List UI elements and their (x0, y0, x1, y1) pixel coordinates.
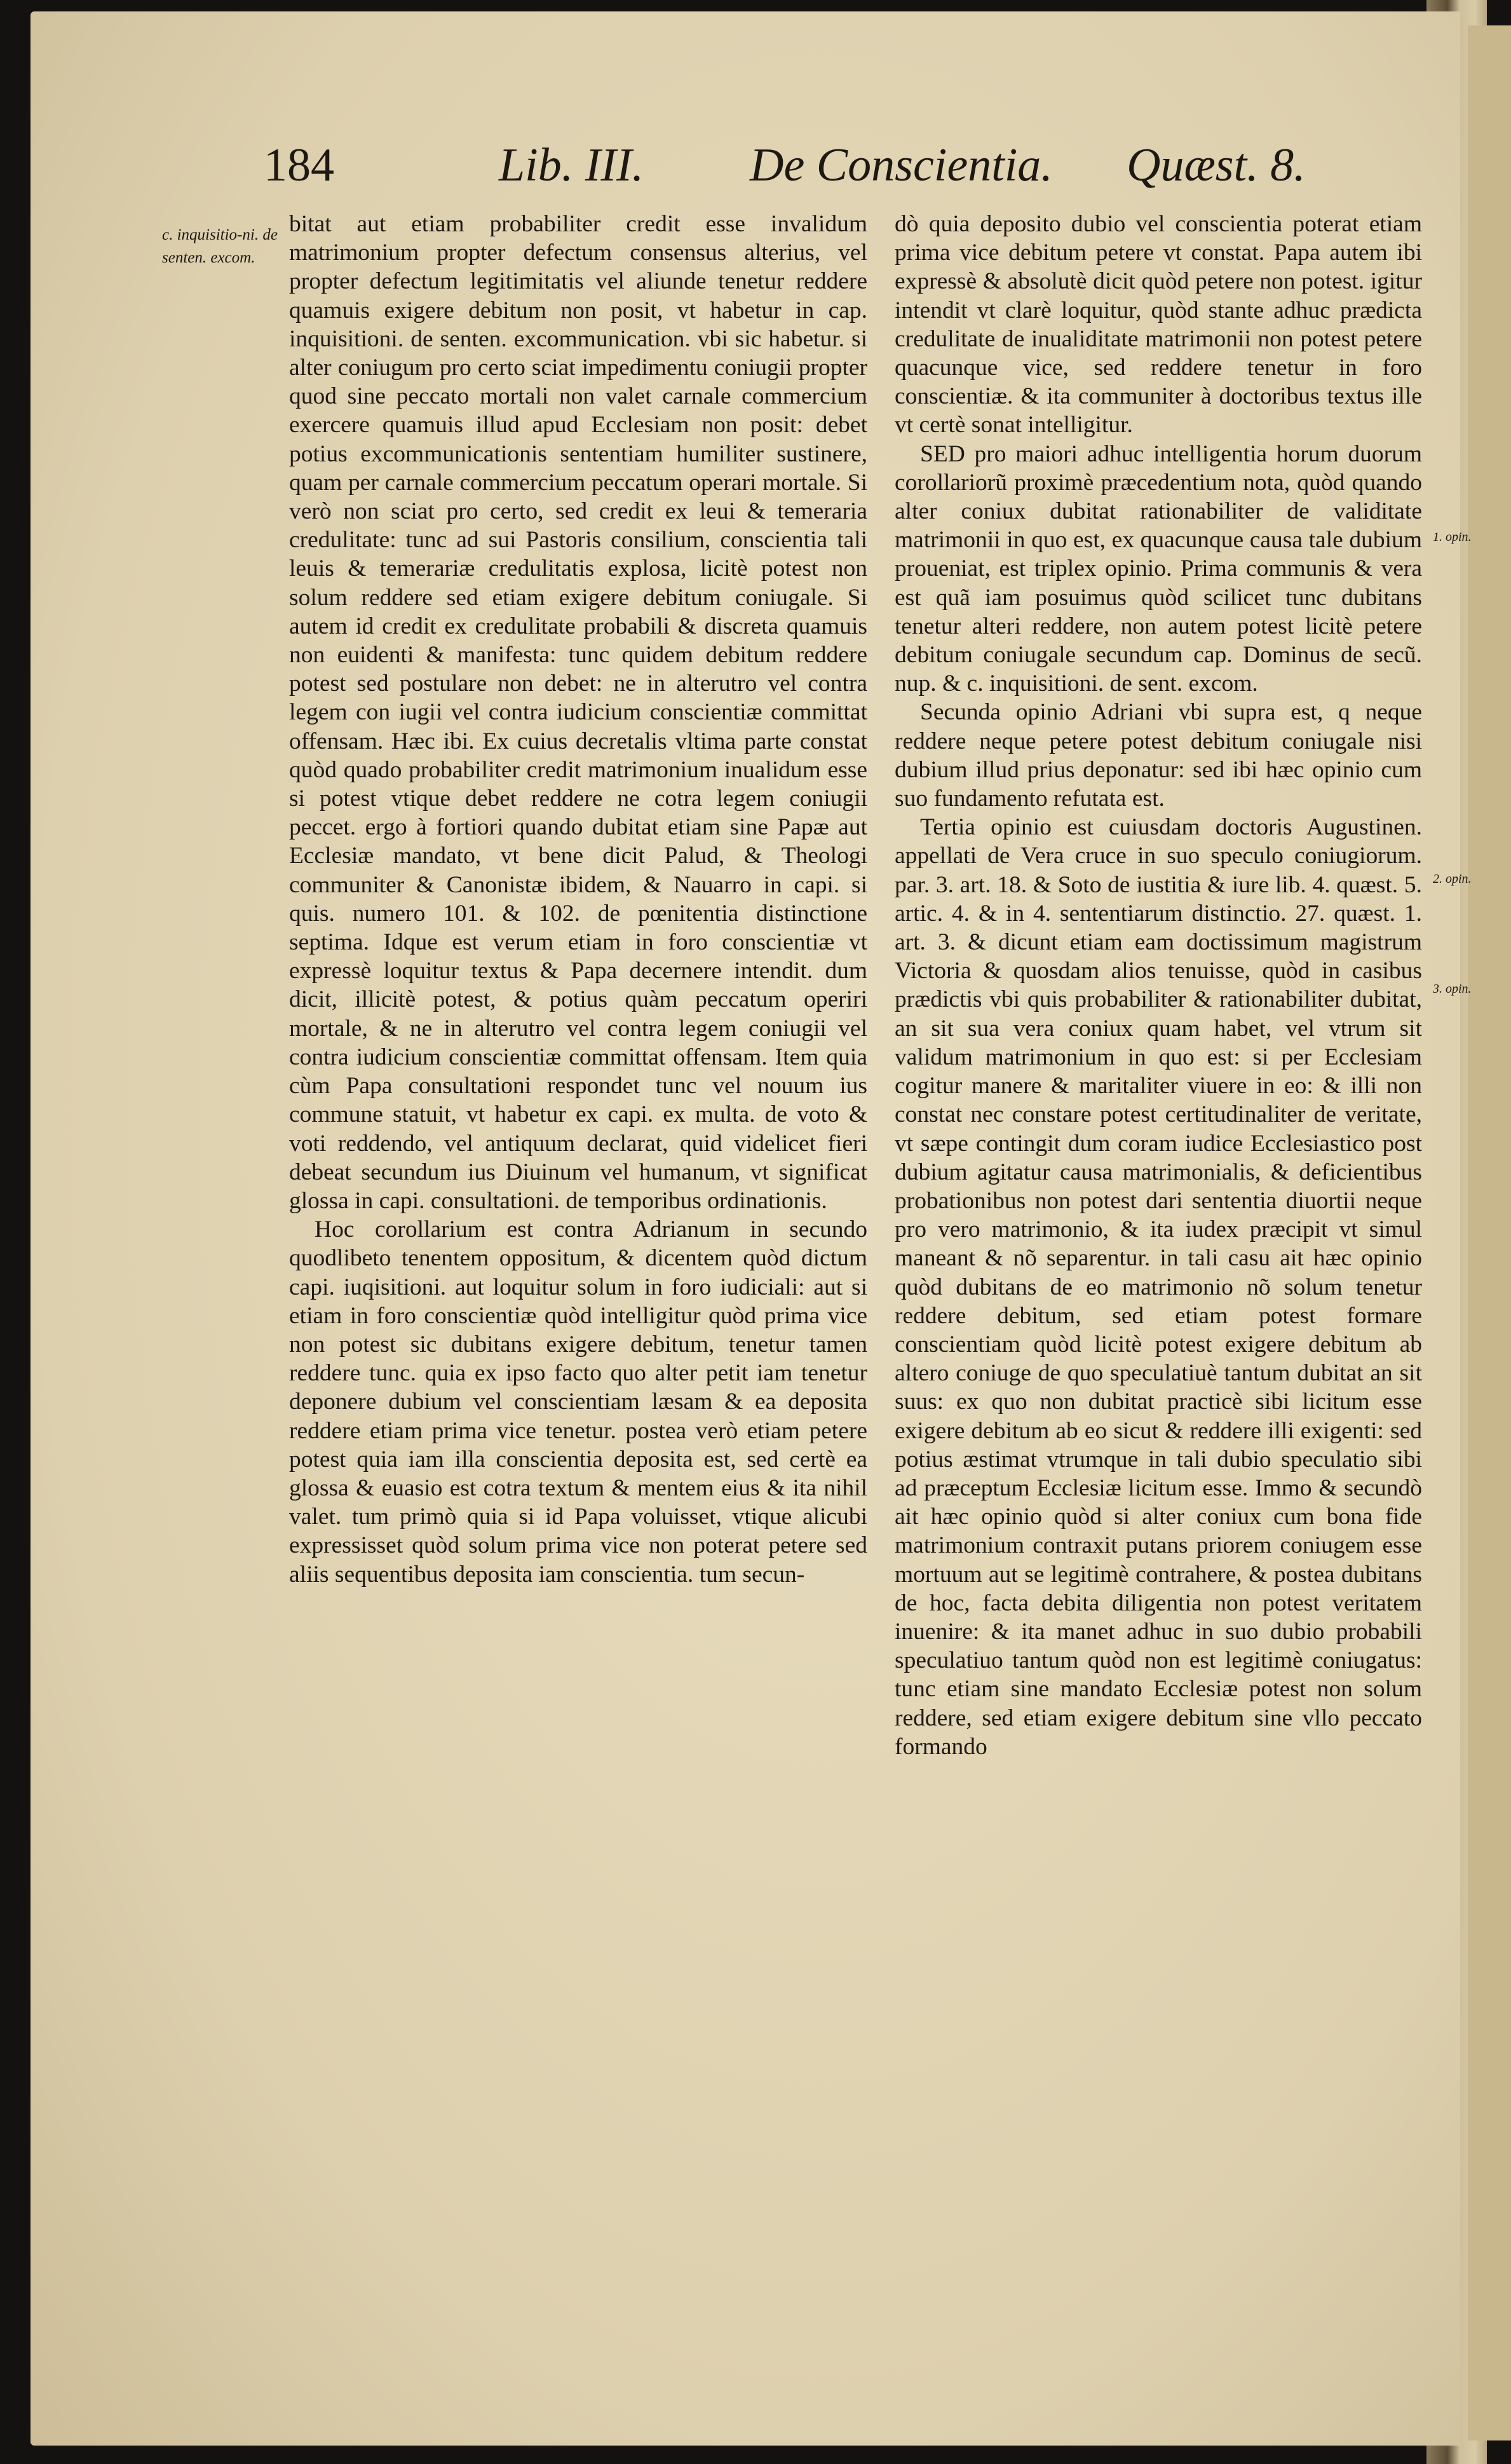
margin-note-opinion-3: 3. opin. (1433, 982, 1472, 996)
paragraph: SED pro maiori adhuc intelligentia horum duorum corollariorũ proximè præcedentium nota, quòd quando alter coniux dubitat rationabiliter de validitate matrimonii in quo est, ex quacunque causa tale dubium proueniat, est triplex opinio. Prima communis & vera est quã iam posuimus quòd scilicet tunc dubitans tenetur alteri reddere, non autem potest licitè petere debitum coniugale secundum cap. Dominus de secũ. nup. & c. inquisitioni. de sent. excom. (895, 440, 1422, 697)
question-label: Quæst. 8. (1127, 139, 1306, 191)
margin-note-opinion-1: 1. opin. (1433, 530, 1472, 544)
book-label: Lib. III. (499, 139, 644, 191)
left-text-column (289, 210, 867, 1589)
paragraph: Hoc corollarium est contra Adrianum in secundo quodlibeto tenentem oppositum, & dicentem quòd dictum capi. iuqisitioni. aut loquitur solum in foro iudiciali: aut si etiam in foro conscientiæ quòd intelligitur quòd prima vice non potest sic dubitans exigere debitum, tenetur tamen reddere tunc. quia ex ipso facto quo alter petit iam tenetur deponere dubium vel conscientiam læsam & ea deposita reddere etiam prima vice tenetur. postea verò etiam petere potest quia iam illa conscientia deposita est, sed certè ea glossa & euasio est cotra textum & mentem eius & ita nihil valet. tum primò quia si id Papa voluisset, vtique alicubi expressisset quòd solum prima vice non poterat petere sed aliis sequentibus deposita iam conscientia. tum secun- (289, 1216, 867, 1588)
margin-note-opinion-2: 2. opin. (1433, 872, 1472, 886)
paragraph: dò quia deposito dubio vel conscientia poterat etiam prima vice debitum petere vt constat. Papa autem ibi expressè & absolutè dicit quòd petere non potest. igitur intendit vt clarè loquitur, quòd stante adhuc prædicta credulitate de inualiditate matrimonii non potest petere quacunque vice, sed reddere tenetur in foro conscientiæ. & ita communiter à doctoribus textus ille vt certè sonat intelligitur. (895, 211, 1422, 439)
paragraph: Secunda opinio Adriani vbi supra est, q neque reddere neque petere potest debitum coniugale nisi dubium illud prius deponatur: sed ibi hæc opinio cum suo fundamento refutata est. (895, 699, 1422, 812)
paragraph: Tertia opinio est cuiusdam doctoris Augustinen. appellati de Vera cruce in suo speculo coniugiorum. par. 3. art. 18. & Soto de iustitia & iure lib. 4. quæst. 5. artic. 4. & in 4. sententiarum distinctio. 27. quæst. 1. art. 3. & dicunt etiam eam doctissimum magistrum Victoria & quosdam alios tenuisse, quòd in casibus prædictis vbi quis probabiliter & rationabiliter dubitat, an sit sua vera coniux quam habet, vel vtrum sit validum matrimonium in quo est: si per Ecclesiam cogitur manere & maritaliter viuere in eo: & illi non constat nec constare potest certitudinaliter de veritate, vt sæpe contingit dum coram iudice Ecclesiastico post dubium agitatur causa matrimonialis, & deficientibus probationibus non potest dari sententia diuortii neque pro vero matrimonio, & ita iudex præcipit vt simul maneant & nõ separentur. in tali casu ait hæc opinio quòd dubitans de eo matrimonio nõ solum tenetur reddere debitum, sed etiam potest formare conscientiam quòd licitè potest exigere debitum ab altero coniuge de quo speculatiuè tantum dubitat an sit suus: ex quo non dubitat practicè sibi licitum esse exigere debitum ab eo sicut & reddere illi exigenti: sed potius æstimat vtrumque in tali dubio speculatio sibi ad præceptum Ecclesiæ licitum esse. Immo & secundò ait hæc opinio quòd si alter coniux cum bona fide matrimonium contraxit putans priorem coniugem esse mortuum aut se legitimè contrahere, & postea dubitans de hoc, facta debita diligentia non potest veritatem inuenire: & ita manet adhuc in suo dubio probabili speculatiuo tantum quòd non est legitimè coniugatus: tunc etiam sine mandato Ecclesiæ potest non solum reddere, sed etiam exigere debitum sine vllo peccato formando (895, 814, 1422, 1760)
page-number: 184 (264, 139, 334, 191)
running-head (264, 133, 1426, 203)
section-title: De Conscientia. (750, 139, 1053, 191)
margin-citation: c. inquisitio-ni. de senten. excom. (162, 226, 278, 266)
facing-page-edge (1468, 25, 1511, 2440)
paragraph: bitat aut etiam probabiliter credit esse invalidum matrimonium propter defectum consensus alterius, vel propter defectum legitimitatis vel aliunde tenetur reddere quamuis exigere debitum non posit, vt habetur in cap. inquisitioni. de senten. excommunication. vbi sic habetur. si alter coniugum pro certo sciat impedimentu coniugii propter quod sine peccato mortali non valet carnale commercium exercere quamuis illud apud Ecclesiam non posit: debet potius excommunicationis sententiam humiliter sustinere, quam per carnale commercium peccatum operari mortale. Si verò non sciat pro certo, sed credit ex leui & temeraria credulitate: tunc ad sui Pastoris consilium, conscientia tali leuis & temerariæ credulitatis explosa, licitè potest non solum reddere sed etiam exigere debitum coniugale. Si autem id credit ex credulitate probabili & discreta quamuis non euidenti & manifesta: tunc quidem debitum reddere potest sed postulare non debet: ne in alterutro vel contra legem con iugii vel contra iudicium conscientiæ committat offensam. Hæc ibi. Ex cuius decretalis vltima parte constat quòd quado probabiliter credit matrimonium inualidum esse si potest vtique debet reddere ne cotra legem coniugii peccet. ergo à fortiori quando dubitat etiam sine Papæ aut Ecclesiæ mandato, vt bene dicit Palud, & Theologi communiter & Canonistæ ibidem, & Nauarro in capi. si quis. numero 101. & 102. de pœnitentia distinctione septima. Idque est verum etiam in foro conscientiæ vt expressè loquitur textus & Papa decernere intendit. dum dicit, illicitè potest, & potius quàm peccatum operiri mortale, & ne in alterutro vel contra legem coniugii vel contra iudicium conscientiæ committat offensam. Item quia cùm Papa consultationi respondet tunc vel nouum ius commune statuit, vt habetur ex capi. ex multa. de voto & voti reddendo, vel antiquum declarat, quid videlicet fieri debeat secundum ius Diuinum vel humanum, vt significat glossa in capi. consultationi. de temporibus ordinationis. (289, 211, 867, 1214)
right-text-column (895, 210, 1422, 1761)
